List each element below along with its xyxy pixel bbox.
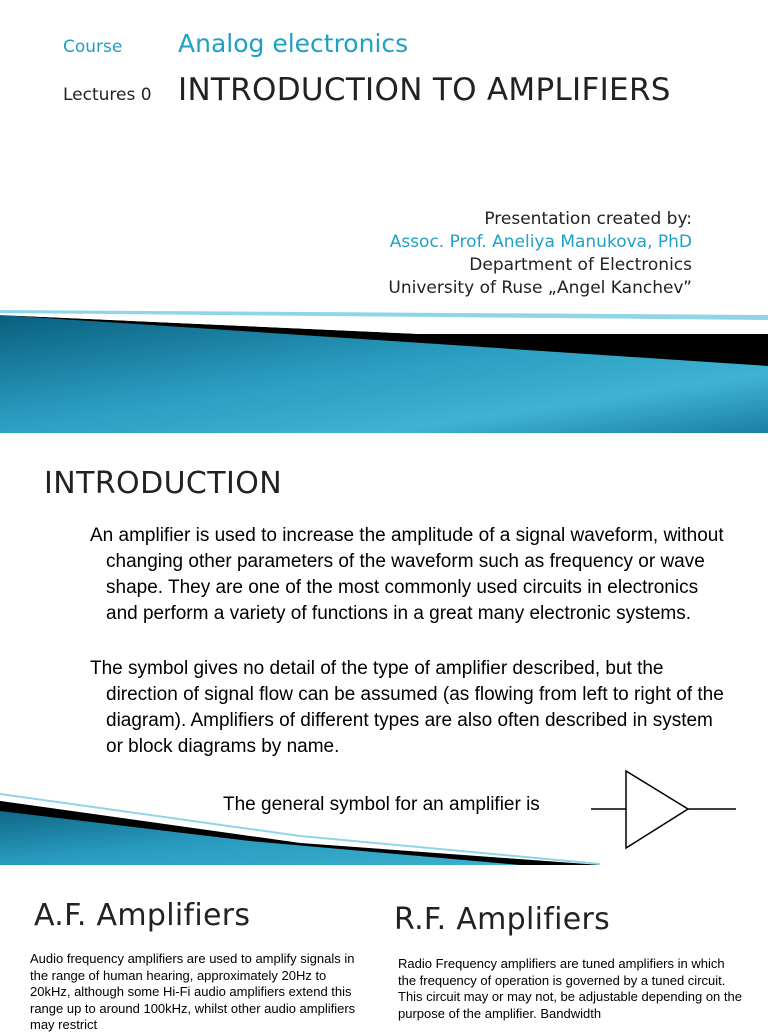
paragraph-1: An amplifier is used to increase the amplitude of a signal waveform, without changing other parameters of the waveform such as frequency or wave shape. They are one of the most commonly used circuits in electronics and perform a variety of functions in a great many electronic systems. bbox=[90, 525, 724, 624]
slide-amplifier-types bbox=[0, 865, 768, 1032]
university-name: University of Ruse „Angel Kanchev” bbox=[388, 278, 692, 298]
lecture-title: INTRODUCTION TO AMPLIFIERS bbox=[178, 72, 671, 108]
credits-line: Presentation created by: bbox=[484, 209, 692, 229]
paragraph-2: The symbol gives no detail of the type of amplifier described, but the direction of signal flow can be assumed (as flowing from left to right of the diagram). Amplifiers of different types are also often described in system or block diagrams by name. bbox=[90, 658, 724, 757]
author-name: Assoc. Prof. Aneliya Manukova, PhD bbox=[389, 232, 692, 252]
rf-amplifiers-title: R.F. Amplifiers bbox=[394, 902, 611, 937]
slide-title-introduction: INTRODUCTION bbox=[44, 466, 283, 501]
amplifier-symbol-icon bbox=[584, 762, 743, 857]
credits-block bbox=[388, 208, 692, 300]
amplifier-symbol bbox=[584, 762, 743, 857]
course-label: Course bbox=[63, 37, 123, 57]
slide-title bbox=[0, 0, 768, 433]
rf-amplifiers-text: Radio Frequency amplifiers are tuned amplifiers in which the frequency of operation is governed by a tuned circuit. This circuit may or may not, be adjustable depending on the purpose of the amplifier. Bandwidth bbox=[398, 956, 742, 1021]
slide-introduction bbox=[0, 433, 768, 865]
af-amplifiers-title: A.F. Amplifiers bbox=[34, 898, 251, 933]
department-name: Department of Electronics bbox=[469, 255, 692, 275]
lectures-label: Lectures 0 bbox=[63, 85, 152, 105]
af-amplifiers-text: Audio frequency amplifiers are used to amplify signals in the range of human hearing, approximately 20Hz to 20kHz, although some Hi-Fi audio amplifiers extend this range up to around 100kHz, whilst other audio amplifiers may restrict bbox=[30, 951, 356, 1032]
symbol-caption: The general symbol for an amplifier is bbox=[223, 794, 540, 815]
decorative-band bbox=[0, 310, 768, 433]
course-title: Analog electronics bbox=[178, 29, 409, 58]
